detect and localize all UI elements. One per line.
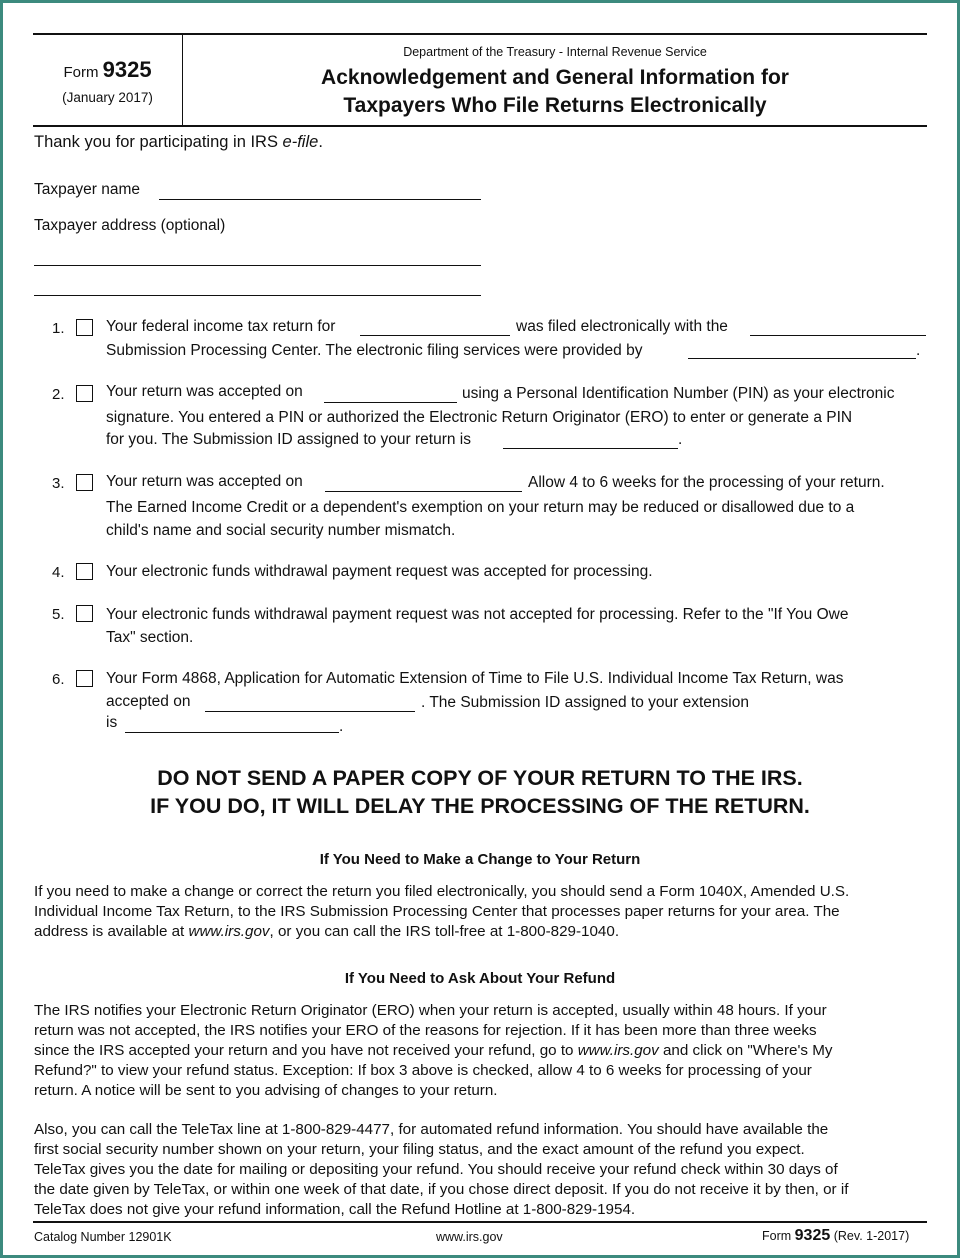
catalog-number: Catalog Number 12901K bbox=[34, 1230, 172, 1244]
item-6-submission-id-field[interactable] bbox=[125, 732, 339, 733]
refund-paragraph-1 bbox=[34, 1001, 934, 1101]
change-line-3-c: , or you can call the IRS toll-free at 1-800-829-1040. bbox=[269, 923, 620, 940]
form-header bbox=[33, 33, 927, 127]
item-6-text-e: . bbox=[339, 718, 344, 735]
refund-p1-line-3-a: since the IRS accepted your return and you have not received your refund, go to bbox=[34, 1042, 578, 1059]
item-3-text-d: child's name and social security number mismatch. bbox=[106, 522, 456, 539]
taxpayer-name-field[interactable] bbox=[159, 199, 481, 200]
item-3-text-a: Your return was accepted on bbox=[106, 473, 303, 490]
refund-paragraph-2 bbox=[34, 1120, 934, 1220]
refund-p2-line-2: first social security number shown on your return, your filing status, and the exact amount of the refund you expect. bbox=[34, 1141, 805, 1158]
item-4-checkbox[interactable] bbox=[76, 563, 93, 580]
form-date: (January 2017) bbox=[62, 90, 153, 105]
item-2-text-b: using a Personal Identification Number (PIN) as your electronic bbox=[462, 385, 895, 402]
item-1-provider-field[interactable] bbox=[688, 358, 916, 359]
thanks-suffix: . bbox=[318, 133, 323, 151]
title-line-1: Acknowledgement and General Information for bbox=[321, 66, 789, 89]
item-2-submission-id-field[interactable] bbox=[503, 448, 678, 449]
form-number: 9325 bbox=[102, 57, 152, 82]
item-6-text-d: is bbox=[106, 714, 118, 731]
refund-p1-line-5: return. A notice will be sent to you advising of changes to your return. bbox=[34, 1082, 498, 1099]
item-3-number: 3. bbox=[52, 475, 65, 492]
footer-revision: (Rev. 1-2017) bbox=[833, 1229, 910, 1243]
footer-form-number: 9325 bbox=[794, 1227, 831, 1244]
item-5-text-b: Tax" section. bbox=[106, 629, 194, 646]
item-6-number: 6. bbox=[52, 671, 65, 688]
item-2-text-e: . bbox=[678, 431, 683, 448]
change-line-3 bbox=[34, 922, 934, 942]
item-2-date-field[interactable] bbox=[324, 402, 457, 403]
item-3-text-c: The Earned Income Credit or a dependent's exemption on your return may be reduced or disallowed due to a bbox=[106, 499, 855, 516]
item-6-text-b: accepted on bbox=[106, 693, 191, 710]
item-6-text-a: Your Form 4868, Application for Automatic Extension of Time to File U.S. Individual Income Tax Return, was bbox=[106, 670, 844, 687]
thanks-prefix: Thank you for participating in IRS bbox=[34, 133, 283, 151]
item-2-checkbox[interactable] bbox=[76, 385, 93, 402]
refund-p1-line-3-c: and click on "Where's My bbox=[658, 1042, 833, 1059]
taxpayer-address-line-2[interactable] bbox=[34, 295, 481, 296]
item-6-text-c: . The Submission ID assigned to your extension bbox=[421, 694, 749, 711]
item-2-text-c: signature. You entered a PIN or authorized the Electronic Return Originator (ERO) to enter or generate a PIN bbox=[106, 409, 853, 426]
change-heading: If You Need to Make a Change to Your Return bbox=[319, 851, 641, 868]
warning-banner bbox=[0, 764, 960, 820]
item-1-center-field[interactable] bbox=[750, 335, 926, 336]
item-1-tax-year-field[interactable] bbox=[360, 335, 510, 336]
efile-italic: e-file bbox=[282, 133, 319, 151]
form-id bbox=[33, 57, 182, 83]
item-1-text-d: . bbox=[916, 342, 921, 359]
refund-heading: If You Need to Ask About Your Refund bbox=[344, 970, 616, 987]
change-line-2: Individual Income Tax Return, to the IRS Submission Processing Center that processes paper returns for your area. The bbox=[34, 903, 840, 920]
item-1-text-a: Your federal income tax return for bbox=[106, 318, 336, 335]
item-1-checkbox[interactable] bbox=[76, 319, 93, 336]
item-4-text-a: Your electronic funds withdrawal payment request was accepted for processing. bbox=[106, 563, 653, 580]
change-line-1: If you need to make a change or correct the return you filed electronically, you should send a Form 1040X, Amended U.S. bbox=[34, 883, 850, 900]
warning-line-2: IF YOU DO, IT WILL DELAY THE PROCESSING OF THE RETURN. bbox=[150, 794, 810, 818]
item-5-checkbox[interactable] bbox=[76, 605, 93, 622]
change-paragraph bbox=[34, 882, 934, 942]
change-line-3-a: address is available at bbox=[34, 923, 189, 940]
refund-p1-line-4: Refund?" to view your refund status. Exception: If box 3 above is checked, allow 4 to 6 weeks for processing of your bbox=[34, 1062, 812, 1079]
title-line-2: Taxpayers Who File Returns Electronically bbox=[343, 94, 767, 117]
item-2-text-d: for you. The Submission ID assigned to your return is bbox=[106, 431, 471, 448]
item-1-number: 1. bbox=[52, 320, 65, 337]
item-1-text-b: was filed electronically with the bbox=[516, 318, 728, 335]
item-5-number: 5. bbox=[52, 606, 65, 623]
refund-p1-line-2: return was not accepted, the IRS notifies your ERO of the reasons for rejection. If it has been more than three weeks bbox=[34, 1022, 817, 1039]
item-5-text-a: Your electronic funds withdrawal payment request was not accepted for processing. Refer to the "If You Owe bbox=[106, 606, 849, 623]
form-title bbox=[183, 64, 927, 120]
refund-p2-line-4: the date given by TeleTax, or within one week of that date, if you chose direct deposit. If you do not receive it by then, or if bbox=[34, 1181, 849, 1198]
refund-p2-line-5: TeleTax does not give your refund information, call the Refund Hotline at 1-800-829-1954. bbox=[34, 1201, 636, 1218]
item-6-date-field[interactable] bbox=[205, 711, 415, 712]
refund-p2-line-1: Also, you can call the TeleTax line at 1-800-829-4477, for automated refund information. You should have available the bbox=[34, 1121, 829, 1138]
item-4-number: 4. bbox=[52, 564, 65, 581]
footer-rule bbox=[33, 1221, 927, 1223]
title-block bbox=[183, 35, 927, 125]
item-3-date-field[interactable] bbox=[325, 491, 522, 492]
item-1-text-c: Submission Processing Center. The electronic filing services were provided by bbox=[106, 342, 643, 359]
item-3-checkbox[interactable] bbox=[76, 474, 93, 491]
irs-website-link[interactable]: www.irs.gov bbox=[188, 923, 270, 940]
taxpayer-name-label: Taxpayer name bbox=[34, 181, 140, 198]
refund-p2-line-3: TeleTax gives you the date for mailing or depositing your refund. You should receive your refund check within 30 days of bbox=[34, 1161, 838, 1178]
form-label: Form bbox=[63, 64, 99, 81]
refund-p1-line-3 bbox=[34, 1041, 934, 1061]
department-name: Department of the Treasury - Internal Revenue Service bbox=[403, 45, 707, 59]
irs-website-link-2[interactable]: www.irs.gov bbox=[577, 1042, 659, 1059]
footer-website: www.irs.gov bbox=[436, 1230, 503, 1244]
footer-form-label: Form bbox=[762, 1229, 792, 1243]
form-id-block bbox=[33, 35, 183, 125]
item-6-checkbox[interactable] bbox=[76, 670, 93, 687]
thank-you-text bbox=[34, 133, 323, 152]
item-2-number: 2. bbox=[52, 386, 65, 403]
refund-p1-line-1: The IRS notifies your Electronic Return Originator (ERO) when your return is accepted, usually within 48 hours. If your bbox=[34, 1002, 827, 1019]
warning-line-1: DO NOT SEND A PAPER COPY OF YOUR RETURN TO THE IRS. bbox=[157, 766, 803, 790]
item-3-text-b: Allow 4 to 6 weeks for the processing of your return. bbox=[528, 474, 885, 491]
taxpayer-address-line-1[interactable] bbox=[34, 265, 481, 266]
taxpayer-address-label: Taxpayer address (optional) bbox=[34, 217, 226, 234]
item-2-text-a: Your return was accepted on bbox=[106, 383, 303, 400]
footer-form-id bbox=[762, 1227, 909, 1245]
